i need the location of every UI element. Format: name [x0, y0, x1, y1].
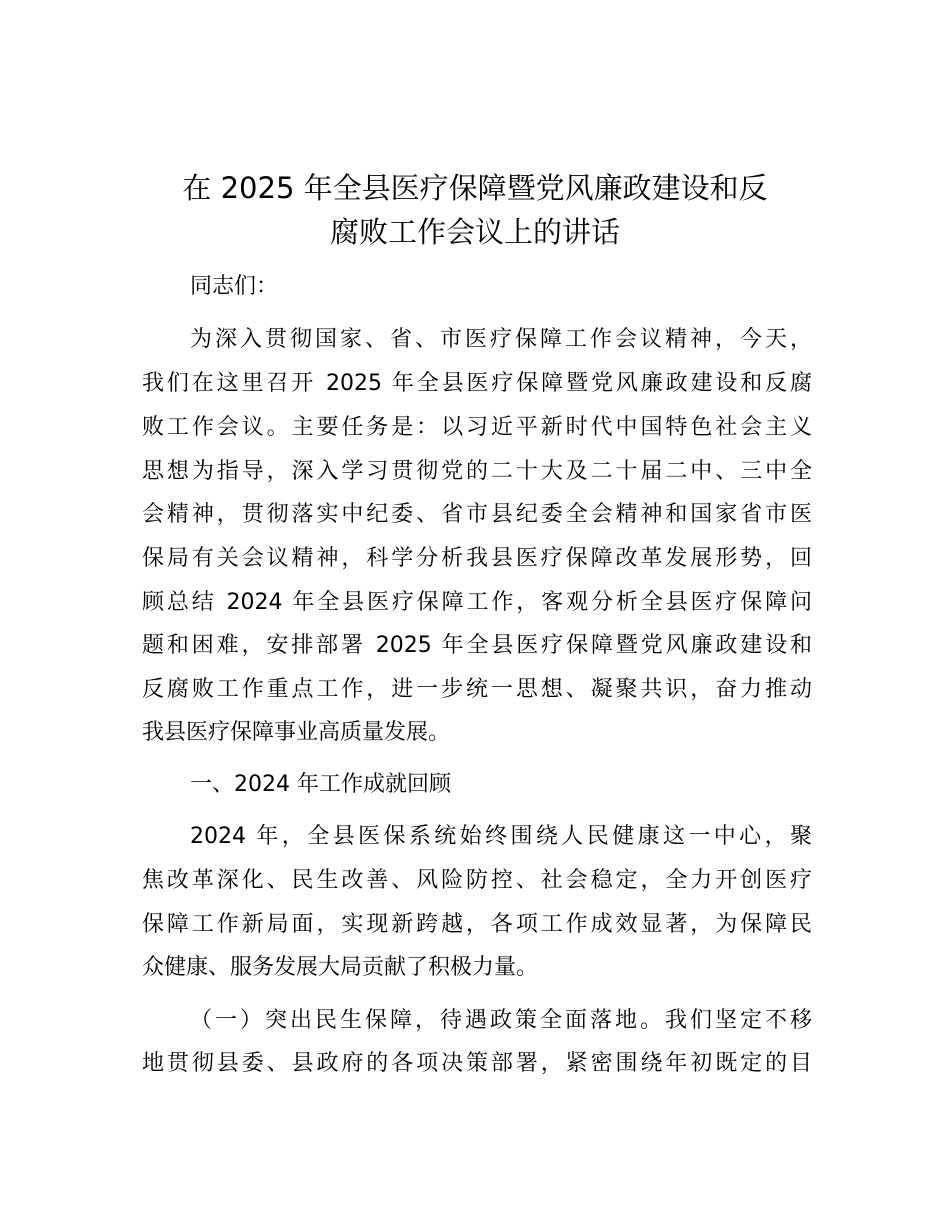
document-title-line-1: 在 2025 年全县医疗保障暨党风廉政建设和反 [182, 171, 768, 205]
para1-line-10: 我县医疗保障事业高质量发展。 [142, 720, 451, 745]
para3-line-1: （一）突出民生保障，待遇政策全面落地。我们坚定不移 [190, 1008, 812, 1033]
para1-line-5: 会精神，贯彻落实中纪委、省市县纪委全会精神和国家省市医 [142, 502, 812, 527]
para2-line-2: 焦改革深化、民生改善、风险防控、社会稳定，全力开创医疗 [142, 868, 812, 893]
para2-line-1: 2024 年，全县医保系统始终围绕人民健康这一中心，聚 [190, 824, 812, 849]
para1-line-8: 题和困难，安排部署 2025 年全县医疗保障暨党风廉政建设和 [142, 633, 812, 658]
para1-line-3: 败工作会议。主要任务是：以习近平新时代中国特色社会主义 [142, 415, 812, 440]
para1-line-1: 为深入贯彻国家、省、市医疗保障工作会议精神，今天， [190, 327, 812, 352]
para2-line-3: 保障工作新局面，实现新跨越，各项工作成效显著，为保障民 [142, 912, 812, 937]
greeting: 同志们： [190, 274, 279, 299]
para1-line-4: 思想为指导，深入学习贯彻党的二十大及二十届二中、三中全 [142, 459, 812, 484]
section-heading-1: 一、2024 年工作成就回顾 [190, 772, 451, 797]
document-title-line-2: 腐败工作会议上的讲话 [329, 215, 620, 249]
para1-line-6: 保局有关会议精神，科学分析我县医疗保障改革发展形势，回 [142, 546, 812, 571]
para1-line-9: 反腐败工作重点工作，进一步统一思想、凝聚共识，奋力推动 [142, 677, 812, 702]
para1-line-7: 顾总结 2024 年全县医疗保障工作，客观分析全县医疗保障问 [142, 590, 812, 615]
para1-line-2: 我们在这里召开 2025 年全县医疗保障暨党风廉政建设和反腐 [142, 371, 812, 396]
para3-line-2: 地贯彻县委、县政府的各项决策部署，紧密围绕年初既定的目 [142, 1051, 812, 1076]
para2-line-4: 众健康、服务发展大局贡献了积极力量。 [142, 955, 539, 980]
